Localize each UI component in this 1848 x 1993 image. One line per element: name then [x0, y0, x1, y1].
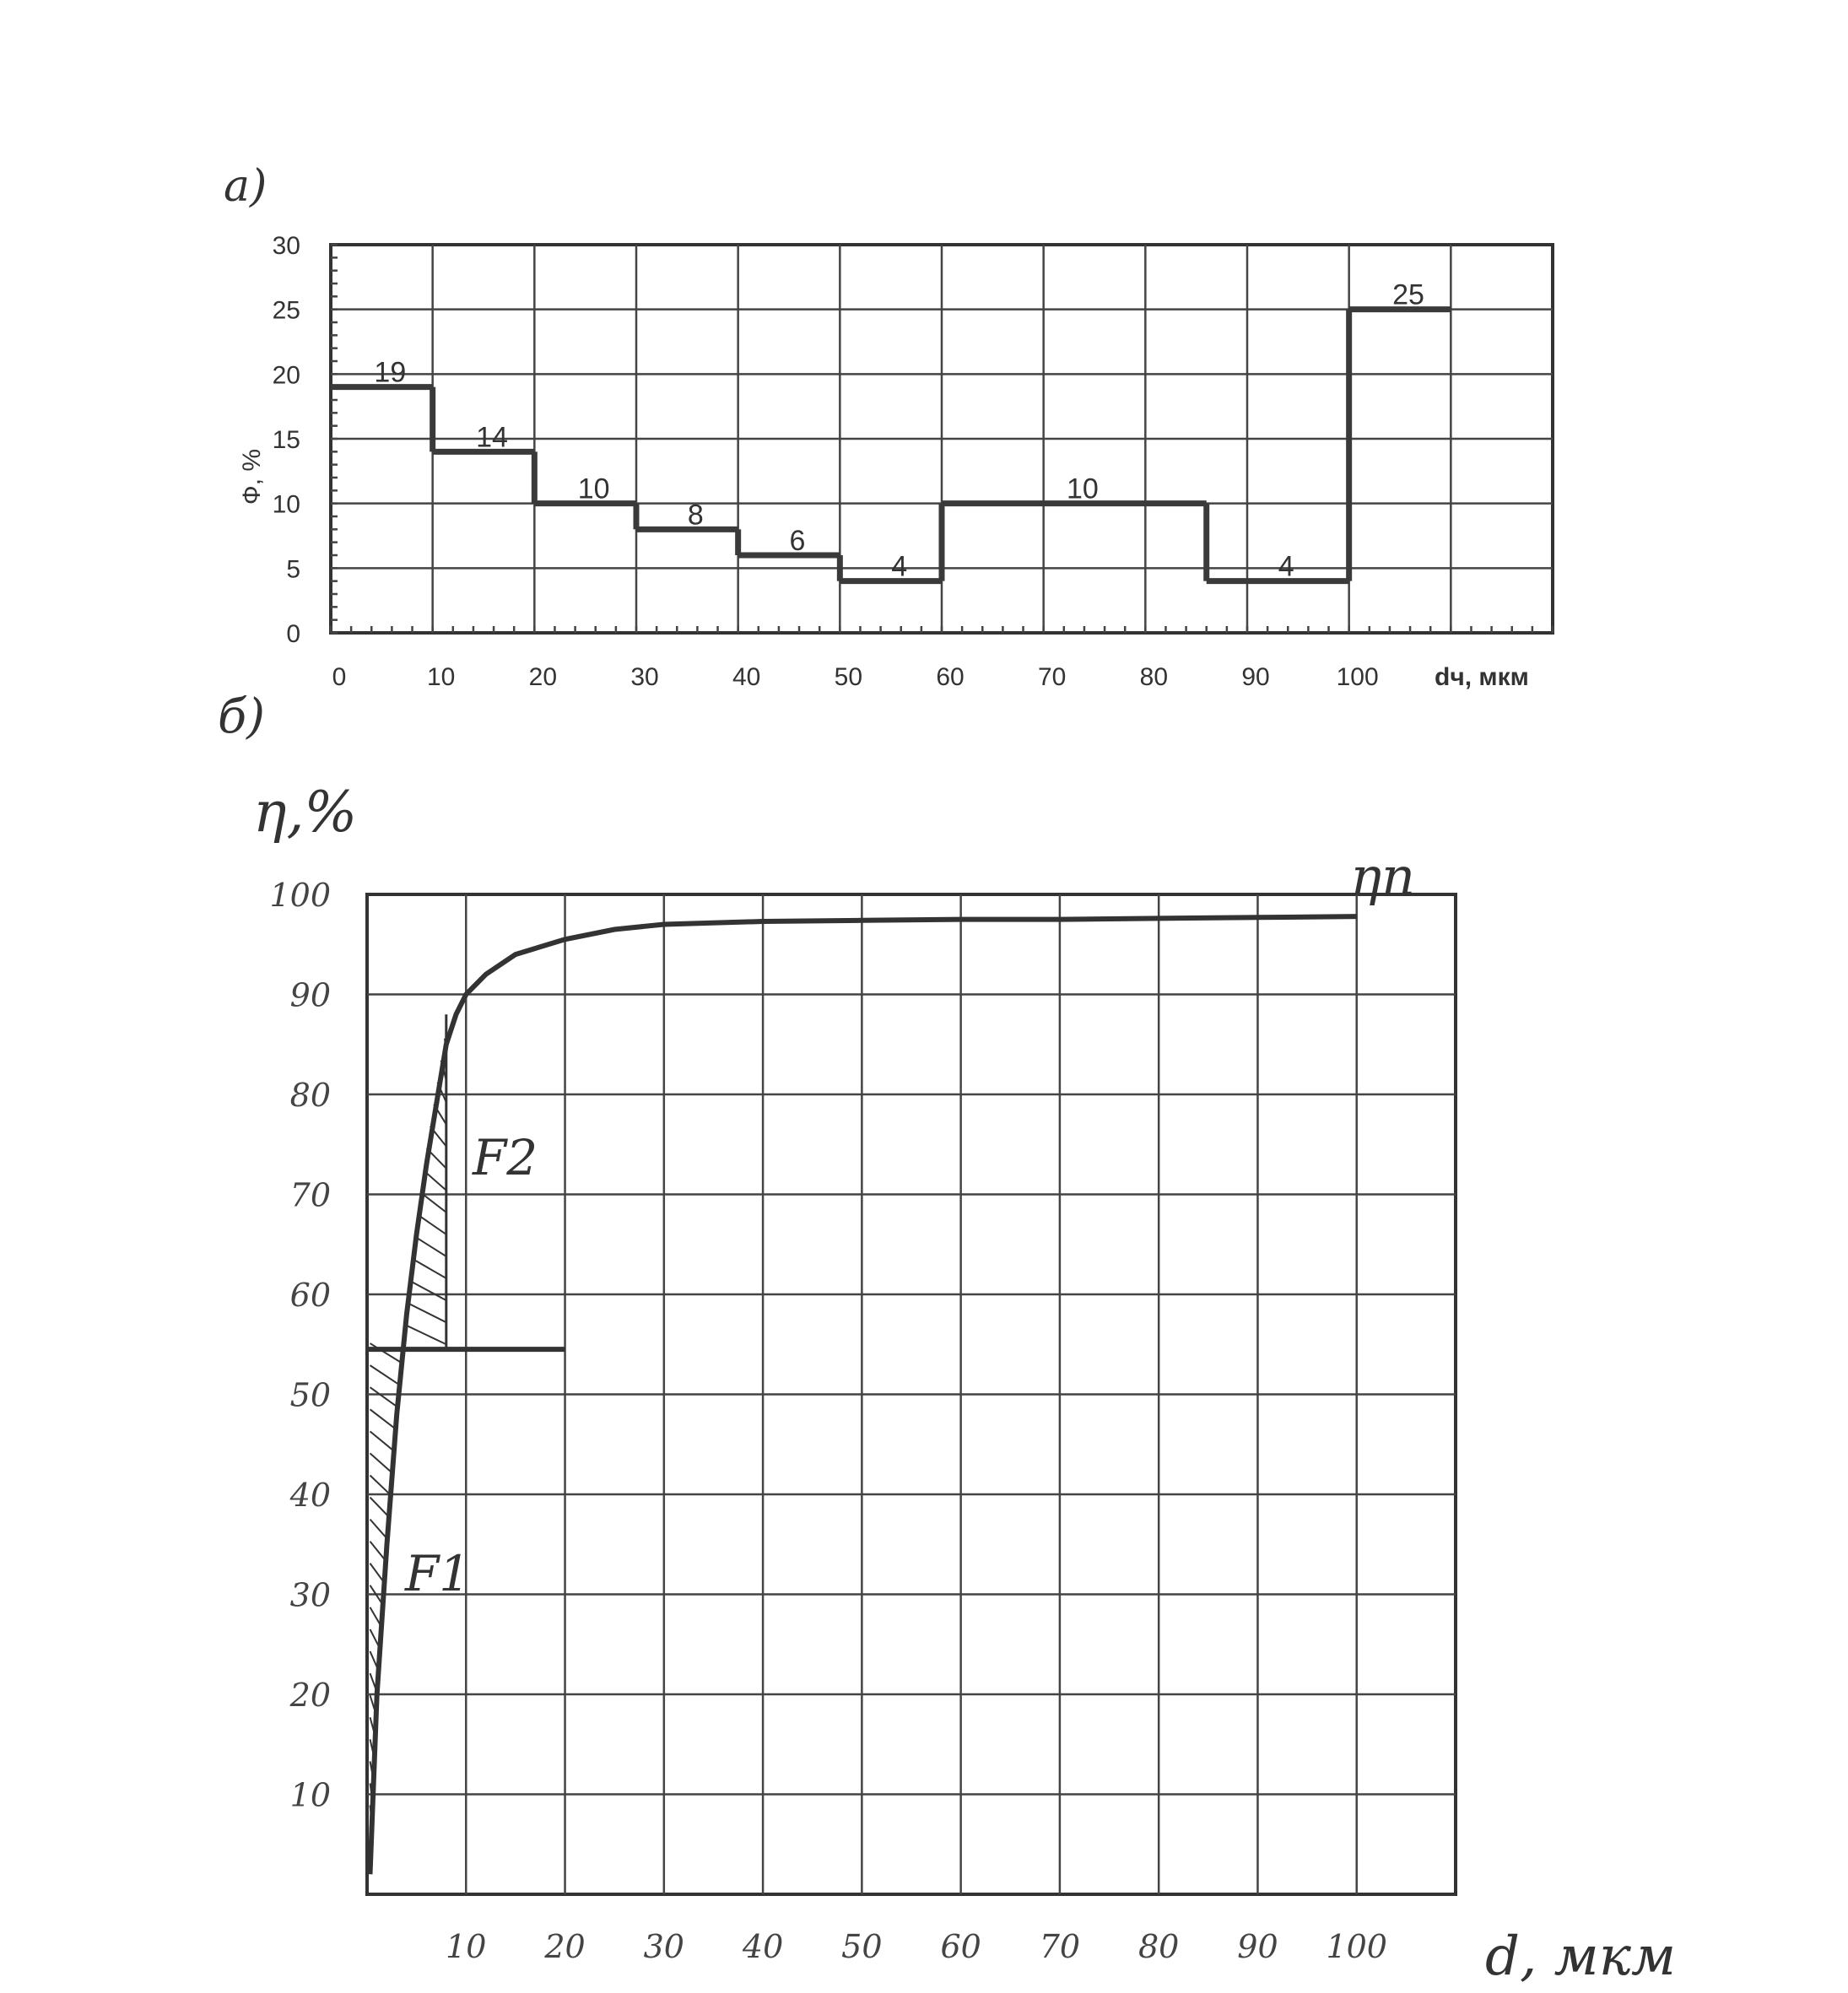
chart-b-x-tick-label: 80: [1138, 1928, 1180, 1965]
chart-b-grid: [367, 894, 1456, 1894]
chart-a-data-label: 10: [577, 473, 610, 505]
chart-b-y-tick-label: 70: [289, 1176, 331, 1214]
chart-a-x-tick-label: 10: [426, 663, 456, 691]
chart-b-hatch-f1: [370, 1453, 393, 1473]
chart-a-y-tick-label: 20: [272, 361, 300, 390]
chart-a-x-tick-label: 50: [834, 663, 863, 691]
chart-b-hatch-f1: [370, 1365, 401, 1385]
chart-b-x-tick-label: 10: [446, 1928, 487, 1965]
chart-b-y-tick-label: 50: [289, 1376, 331, 1414]
chart-a-x-tick-label: 40: [732, 663, 761, 691]
chart-b-hatch-f2: [412, 1258, 446, 1278]
chart-a-x-tick-label: 0: [332, 663, 347, 691]
chart-a-x-tick-label: 20: [528, 663, 558, 691]
chart-a-data-label: 10: [1066, 473, 1099, 505]
chart-a-x-tick-label: 70: [1037, 663, 1067, 691]
chart-b: [218, 689, 1676, 1988]
chart-a-y-tick-label: 30: [272, 232, 300, 260]
chart-b-x-tick-label: 90: [1237, 1928, 1278, 1965]
chart-b-y-tick-label: 80: [289, 1077, 331, 1114]
chart-b-y-tick-label: 100: [269, 877, 331, 914]
chart-b-hatch-f1: [370, 1387, 398, 1407]
chart-b-x-tick-label: 20: [544, 1928, 586, 1965]
chart-b-hatch-f2: [407, 1302, 446, 1322]
chart-a-y-tick-label: 5: [286, 555, 300, 584]
chart-b-y-tick-label: 30: [289, 1576, 331, 1614]
chart-b-x-tick-label: 60: [940, 1928, 981, 1965]
chart-a-data-label: 14: [476, 421, 508, 454]
chart-b-y-tick-label: 60: [289, 1277, 331, 1314]
chart-a-x-axis-label: dч, мкм: [1435, 663, 1529, 691]
chart-a-y-tick-label: 15: [272, 426, 300, 454]
chart-a-x-tick-label: 30: [630, 663, 659, 691]
chart-b-x-tick-label: 50: [841, 1928, 883, 1965]
chart-b-hatch-f1: [370, 1498, 390, 1518]
panel-b-label: б): [218, 689, 266, 744]
annotation-f1: F1: [405, 1545, 471, 1602]
chart-b-series-label: ηп: [1350, 845, 1416, 907]
chart-b-hatch-f2: [417, 1214, 446, 1234]
chart-b-hatch-f2: [404, 1325, 446, 1345]
chart-b-y-tick-label: 20: [289, 1677, 331, 1714]
chart-a-x-tick-label: 60: [936, 663, 965, 691]
chart-a-x-tick-label: 90: [1241, 663, 1270, 691]
chart-b-y-axis-label: η,%: [253, 780, 358, 845]
chart-a-data-label: 6: [789, 525, 806, 557]
chart-a-y-tick-label: 10: [272, 490, 300, 519]
chart-a: [224, 161, 1553, 691]
chart-b-hatch-f1: [370, 1475, 392, 1495]
chart-a-y-tick-label: 0: [286, 620, 300, 648]
chart-b-x-tick-label: 40: [742, 1928, 784, 1965]
chart-b-hatch-f2: [409, 1280, 446, 1300]
chart-a-y-tick-label: 25: [272, 296, 300, 325]
chart-a-x-tick-label: 100: [1336, 663, 1379, 691]
chart-b-x-tick-label: 100: [1326, 1928, 1387, 1965]
chart-a-data-label: 4: [1278, 550, 1294, 583]
chart-b-y-tick-label: 40: [289, 1477, 331, 1514]
chart-a-x-tick-label: 80: [1139, 663, 1169, 691]
chart-a-ticks: [273, 232, 1379, 691]
annotation-f2: F2: [473, 1129, 538, 1186]
chart-b-x-tick-label: 70: [1039, 1928, 1081, 1965]
chart-a-data-label: 19: [374, 356, 407, 389]
chart-a-data-label: 8: [687, 499, 704, 532]
chart-b-x-tick-label: 30: [643, 1928, 684, 1965]
chart-b-hatch-f2: [414, 1236, 446, 1256]
chart-b-hatch-f1: [370, 1409, 397, 1429]
chart-a-data-label: 4: [891, 550, 908, 583]
chart-a-data-label: 25: [1392, 278, 1424, 311]
chart-b-y-tick-label: 10: [289, 1776, 331, 1814]
chart-a-data-labels: [374, 279, 1424, 583]
panel-a-label: а): [224, 161, 267, 212]
chart-a-y-axis-label: Ф, %: [238, 448, 266, 505]
chart-b-ticks: [269, 877, 1387, 1965]
chart-b-hatch-f1: [370, 1431, 395, 1451]
chart-b-y-tick-label: 90: [289, 976, 331, 1014]
chart-b-hatch-f1: [370, 1343, 403, 1364]
chart-b-x-axis-label: d, мкм: [1485, 1925, 1676, 1988]
chart-b-hatched-areas: [370, 1014, 446, 1869]
